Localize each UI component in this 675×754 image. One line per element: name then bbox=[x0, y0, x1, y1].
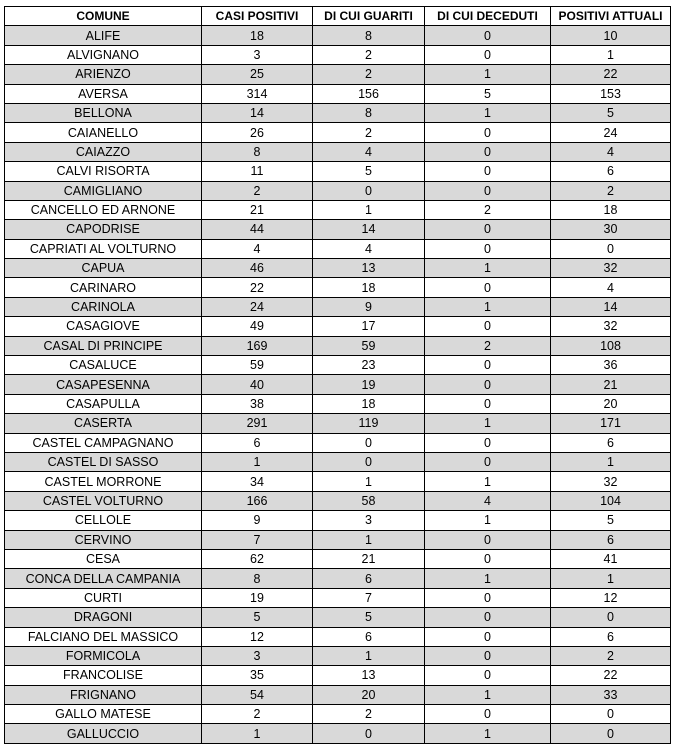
cell-guariti: 119 bbox=[313, 414, 425, 433]
cell-positivi-attuali: 5 bbox=[551, 511, 671, 530]
cell-positivi-attuali: 20 bbox=[551, 394, 671, 413]
cell-comune: CASTEL VOLTURNO bbox=[5, 491, 202, 510]
cell-comune: CONCA DELLA CAMPANIA bbox=[5, 569, 202, 588]
cell-positivi-attuali: 10 bbox=[551, 26, 671, 45]
cell-guariti: 13 bbox=[313, 666, 425, 685]
cell-positivi-attuali: 6 bbox=[551, 530, 671, 549]
cell-comune: CURTI bbox=[5, 588, 202, 607]
cell-comune: FRANCOLISE bbox=[5, 666, 202, 685]
table-row bbox=[5, 142, 671, 161]
table-row bbox=[5, 239, 671, 258]
cell-deceduti: 1 bbox=[425, 511, 551, 530]
cell-casi-positivi: 59 bbox=[202, 356, 313, 375]
cell-casi-positivi: 25 bbox=[202, 65, 313, 84]
cell-comune: GALLO MATESE bbox=[5, 705, 202, 724]
cell-guariti: 4 bbox=[313, 239, 425, 258]
table-row bbox=[5, 530, 671, 549]
table-row bbox=[5, 259, 671, 278]
table-row bbox=[5, 433, 671, 452]
header-di-cui-deceduti: DI CUI DECEDUTI bbox=[425, 7, 551, 26]
cell-comune: AVERSA bbox=[5, 84, 202, 103]
cell-positivi-attuali: 6 bbox=[551, 627, 671, 646]
cell-comune: CASTEL MORRONE bbox=[5, 472, 202, 491]
table-row bbox=[5, 588, 671, 607]
header-di-cui-guariti: DI CUI GUARITI bbox=[313, 7, 425, 26]
table-row bbox=[5, 627, 671, 646]
cell-deceduti: 1 bbox=[425, 414, 551, 433]
table-row bbox=[5, 181, 671, 200]
cell-deceduti: 0 bbox=[425, 162, 551, 181]
table-row bbox=[5, 103, 671, 122]
cell-casi-positivi: 8 bbox=[202, 569, 313, 588]
cell-positivi-attuali: 0 bbox=[551, 724, 671, 743]
cell-positivi-attuali: 6 bbox=[551, 162, 671, 181]
cell-comune: ALVIGNANO bbox=[5, 45, 202, 64]
cell-comune: CARINARO bbox=[5, 278, 202, 297]
cell-guariti: 14 bbox=[313, 220, 425, 239]
table-row bbox=[5, 608, 671, 627]
cell-comune: CASAPULLA bbox=[5, 394, 202, 413]
cell-comune: CASERTA bbox=[5, 414, 202, 433]
cell-casi-positivi: 62 bbox=[202, 549, 313, 568]
cell-guariti: 2 bbox=[313, 123, 425, 142]
covid-cases-table bbox=[4, 6, 671, 744]
cell-positivi-attuali: 6 bbox=[551, 433, 671, 452]
cell-positivi-attuali: 21 bbox=[551, 375, 671, 394]
cell-casi-positivi: 4 bbox=[202, 239, 313, 258]
cell-positivi-attuali: 1 bbox=[551, 452, 671, 471]
table-body bbox=[5, 26, 671, 743]
cell-comune: GALLUCCIO bbox=[5, 724, 202, 743]
cell-positivi-attuali: 104 bbox=[551, 491, 671, 510]
cell-positivi-attuali: 22 bbox=[551, 666, 671, 685]
cell-casi-positivi: 314 bbox=[202, 84, 313, 103]
cell-deceduti: 0 bbox=[425, 317, 551, 336]
cell-casi-positivi: 11 bbox=[202, 162, 313, 181]
cell-positivi-attuali: 4 bbox=[551, 142, 671, 161]
cell-comune: CESA bbox=[5, 549, 202, 568]
table-row bbox=[5, 65, 671, 84]
table-row bbox=[5, 414, 671, 433]
cell-guariti: 4 bbox=[313, 142, 425, 161]
cell-guariti: 1 bbox=[313, 472, 425, 491]
cell-comune: DRAGONI bbox=[5, 608, 202, 627]
cell-positivi-attuali: 2 bbox=[551, 646, 671, 665]
cell-guariti: 9 bbox=[313, 297, 425, 316]
cell-guariti: 8 bbox=[313, 103, 425, 122]
cell-casi-positivi: 24 bbox=[202, 297, 313, 316]
cell-comune: CASTEL DI SASSO bbox=[5, 452, 202, 471]
cell-comune: ALIFE bbox=[5, 26, 202, 45]
cell-comune: FRIGNANO bbox=[5, 685, 202, 704]
cell-deceduti: 1 bbox=[425, 103, 551, 122]
table-row bbox=[5, 705, 671, 724]
cell-casi-positivi: 2 bbox=[202, 181, 313, 200]
cell-deceduti: 0 bbox=[425, 433, 551, 452]
cell-deceduti: 0 bbox=[425, 278, 551, 297]
cell-guariti: 1 bbox=[313, 530, 425, 549]
cell-positivi-attuali: 30 bbox=[551, 220, 671, 239]
cell-positivi-attuali: 1 bbox=[551, 45, 671, 64]
table-row bbox=[5, 297, 671, 316]
cell-casi-positivi: 169 bbox=[202, 336, 313, 355]
cell-comune: CAMIGLIANO bbox=[5, 181, 202, 200]
cell-deceduti: 0 bbox=[425, 375, 551, 394]
cell-positivi-attuali: 33 bbox=[551, 685, 671, 704]
cell-comune: CAPRIATI AL VOLTURNO bbox=[5, 239, 202, 258]
cell-comune: CAPUA bbox=[5, 259, 202, 278]
header-row bbox=[5, 7, 671, 26]
cell-deceduti: 0 bbox=[425, 627, 551, 646]
cell-deceduti: 0 bbox=[425, 26, 551, 45]
cell-positivi-attuali: 12 bbox=[551, 588, 671, 607]
table-row bbox=[5, 685, 671, 704]
cell-casi-positivi: 34 bbox=[202, 472, 313, 491]
cell-deceduti: 0 bbox=[425, 181, 551, 200]
cell-deceduti: 0 bbox=[425, 220, 551, 239]
cell-casi-positivi: 38 bbox=[202, 394, 313, 413]
cell-deceduti: 0 bbox=[425, 142, 551, 161]
cell-guariti: 20 bbox=[313, 685, 425, 704]
cell-casi-positivi: 35 bbox=[202, 666, 313, 685]
cell-comune: CASAPESENNA bbox=[5, 375, 202, 394]
cell-deceduti: 0 bbox=[425, 123, 551, 142]
cell-comune: CAPODRISE bbox=[5, 220, 202, 239]
cell-positivi-attuali: 0 bbox=[551, 608, 671, 627]
cell-deceduti: 0 bbox=[425, 608, 551, 627]
cell-comune: FALCIANO DEL MASSICO bbox=[5, 627, 202, 646]
cell-positivi-attuali: 36 bbox=[551, 356, 671, 375]
cell-positivi-attuali: 32 bbox=[551, 472, 671, 491]
cell-guariti: 19 bbox=[313, 375, 425, 394]
cell-deceduti: 5 bbox=[425, 84, 551, 103]
cell-guariti: 0 bbox=[313, 433, 425, 452]
table-row bbox=[5, 162, 671, 181]
cell-positivi-attuali: 24 bbox=[551, 123, 671, 142]
cell-deceduti: 1 bbox=[425, 297, 551, 316]
table-row bbox=[5, 336, 671, 355]
cell-positivi-attuali: 108 bbox=[551, 336, 671, 355]
table-row bbox=[5, 569, 671, 588]
cell-guariti: 8 bbox=[313, 26, 425, 45]
cell-deceduti: 0 bbox=[425, 549, 551, 568]
cell-casi-positivi: 49 bbox=[202, 317, 313, 336]
cell-positivi-attuali: 5 bbox=[551, 103, 671, 122]
table-row bbox=[5, 549, 671, 568]
cell-casi-positivi: 1 bbox=[202, 452, 313, 471]
cell-guariti: 2 bbox=[313, 705, 425, 724]
table-row bbox=[5, 26, 671, 45]
header-positivi-attuali: POSITIVI ATTUALI bbox=[551, 7, 671, 26]
cell-casi-positivi: 18 bbox=[202, 26, 313, 45]
cell-casi-positivi: 14 bbox=[202, 103, 313, 122]
cell-guariti: 7 bbox=[313, 588, 425, 607]
table-row bbox=[5, 491, 671, 510]
cell-positivi-attuali: 14 bbox=[551, 297, 671, 316]
cell-guariti: 17 bbox=[313, 317, 425, 336]
cell-guariti: 2 bbox=[313, 65, 425, 84]
cell-positivi-attuali: 41 bbox=[551, 549, 671, 568]
table-row bbox=[5, 278, 671, 297]
cell-positivi-attuali: 32 bbox=[551, 317, 671, 336]
cell-deceduti: 0 bbox=[425, 530, 551, 549]
cell-positivi-attuali: 0 bbox=[551, 705, 671, 724]
table-row bbox=[5, 724, 671, 743]
cell-casi-positivi: 46 bbox=[202, 259, 313, 278]
cell-comune: CELLOLE bbox=[5, 511, 202, 530]
cell-guariti: 6 bbox=[313, 627, 425, 646]
header-casi-positivi: CASI POSITIVI bbox=[202, 7, 313, 26]
cell-comune: CASALUCE bbox=[5, 356, 202, 375]
cell-deceduti: 0 bbox=[425, 646, 551, 665]
cell-guariti: 21 bbox=[313, 549, 425, 568]
table-row bbox=[5, 45, 671, 64]
cell-comune: FORMICOLA bbox=[5, 646, 202, 665]
cell-deceduti: 1 bbox=[425, 65, 551, 84]
cell-guariti: 23 bbox=[313, 356, 425, 375]
cell-deceduti: 0 bbox=[425, 45, 551, 64]
table-row bbox=[5, 511, 671, 530]
cell-deceduti: 4 bbox=[425, 491, 551, 510]
table-row bbox=[5, 472, 671, 491]
cell-guariti: 156 bbox=[313, 84, 425, 103]
cell-casi-positivi: 3 bbox=[202, 646, 313, 665]
cell-casi-positivi: 19 bbox=[202, 588, 313, 607]
table-row bbox=[5, 646, 671, 665]
table-row bbox=[5, 84, 671, 103]
cell-guariti: 3 bbox=[313, 511, 425, 530]
cell-comune: CASTEL CAMPAGNANO bbox=[5, 433, 202, 452]
cell-casi-positivi: 1 bbox=[202, 724, 313, 743]
cell-comune: CAIANELLO bbox=[5, 123, 202, 142]
cell-casi-positivi: 12 bbox=[202, 627, 313, 646]
cell-guariti: 13 bbox=[313, 259, 425, 278]
table-row bbox=[5, 666, 671, 685]
table-row bbox=[5, 375, 671, 394]
cell-comune: CAIAZZO bbox=[5, 142, 202, 161]
cell-comune: CALVI RISORTA bbox=[5, 162, 202, 181]
cell-positivi-attuali: 22 bbox=[551, 65, 671, 84]
cell-guariti: 1 bbox=[313, 646, 425, 665]
cell-positivi-attuali: 18 bbox=[551, 200, 671, 219]
cell-deceduti: 2 bbox=[425, 200, 551, 219]
cell-deceduti: 1 bbox=[425, 685, 551, 704]
cell-guariti: 18 bbox=[313, 394, 425, 413]
cell-casi-positivi: 40 bbox=[202, 375, 313, 394]
cell-casi-positivi: 44 bbox=[202, 220, 313, 239]
cell-positivi-attuali: 0 bbox=[551, 239, 671, 258]
cell-comune: ARIENZO bbox=[5, 65, 202, 84]
cell-positivi-attuali: 32 bbox=[551, 259, 671, 278]
header-comune: COMUNE bbox=[5, 7, 202, 26]
cell-deceduti: 1 bbox=[425, 569, 551, 588]
table-row bbox=[5, 452, 671, 471]
cell-guariti: 5 bbox=[313, 608, 425, 627]
cell-casi-positivi: 291 bbox=[202, 414, 313, 433]
cell-guariti: 58 bbox=[313, 491, 425, 510]
cell-casi-positivi: 5 bbox=[202, 608, 313, 627]
cell-deceduti: 0 bbox=[425, 666, 551, 685]
table-row bbox=[5, 200, 671, 219]
cell-casi-positivi: 166 bbox=[202, 491, 313, 510]
cell-comune: CANCELLO ED ARNONE bbox=[5, 200, 202, 219]
cell-deceduti: 0 bbox=[425, 356, 551, 375]
cell-positivi-attuali: 4 bbox=[551, 278, 671, 297]
cell-deceduti: 0 bbox=[425, 588, 551, 607]
cell-casi-positivi: 6 bbox=[202, 433, 313, 452]
cell-deceduti: 0 bbox=[425, 239, 551, 258]
table-row bbox=[5, 356, 671, 375]
cell-guariti: 18 bbox=[313, 278, 425, 297]
cell-casi-positivi: 22 bbox=[202, 278, 313, 297]
cell-guariti: 5 bbox=[313, 162, 425, 181]
cell-casi-positivi: 21 bbox=[202, 200, 313, 219]
cell-positivi-attuali: 1 bbox=[551, 569, 671, 588]
cell-comune: CASAGIOVE bbox=[5, 317, 202, 336]
cell-guariti: 59 bbox=[313, 336, 425, 355]
cell-casi-positivi: 7 bbox=[202, 530, 313, 549]
cell-guariti: 1 bbox=[313, 200, 425, 219]
cell-casi-positivi: 54 bbox=[202, 685, 313, 704]
cell-deceduti: 0 bbox=[425, 452, 551, 471]
cell-guariti: 2 bbox=[313, 45, 425, 64]
cell-positivi-attuali: 153 bbox=[551, 84, 671, 103]
cell-casi-positivi: 3 bbox=[202, 45, 313, 64]
cell-deceduti: 1 bbox=[425, 259, 551, 278]
cell-positivi-attuali: 2 bbox=[551, 181, 671, 200]
cell-deceduti: 1 bbox=[425, 724, 551, 743]
cell-guariti: 6 bbox=[313, 569, 425, 588]
cell-comune: CERVINO bbox=[5, 530, 202, 549]
cell-guariti: 0 bbox=[313, 181, 425, 200]
table-container bbox=[4, 6, 671, 744]
cell-deceduti: 0 bbox=[425, 705, 551, 724]
cell-deceduti: 2 bbox=[425, 336, 551, 355]
cell-comune: CASAL DI PRINCIPE bbox=[5, 336, 202, 355]
cell-guariti: 0 bbox=[313, 724, 425, 743]
cell-casi-positivi: 9 bbox=[202, 511, 313, 530]
cell-casi-positivi: 8 bbox=[202, 142, 313, 161]
table-row bbox=[5, 220, 671, 239]
table-row bbox=[5, 123, 671, 142]
cell-deceduti: 1 bbox=[425, 472, 551, 491]
cell-comune: BELLONA bbox=[5, 103, 202, 122]
table-row bbox=[5, 394, 671, 413]
cell-comune: CARINOLA bbox=[5, 297, 202, 316]
cell-positivi-attuali: 171 bbox=[551, 414, 671, 433]
cell-casi-positivi: 26 bbox=[202, 123, 313, 142]
table-row bbox=[5, 317, 671, 336]
cell-casi-positivi: 2 bbox=[202, 705, 313, 724]
cell-guariti: 0 bbox=[313, 452, 425, 471]
cell-deceduti: 0 bbox=[425, 394, 551, 413]
